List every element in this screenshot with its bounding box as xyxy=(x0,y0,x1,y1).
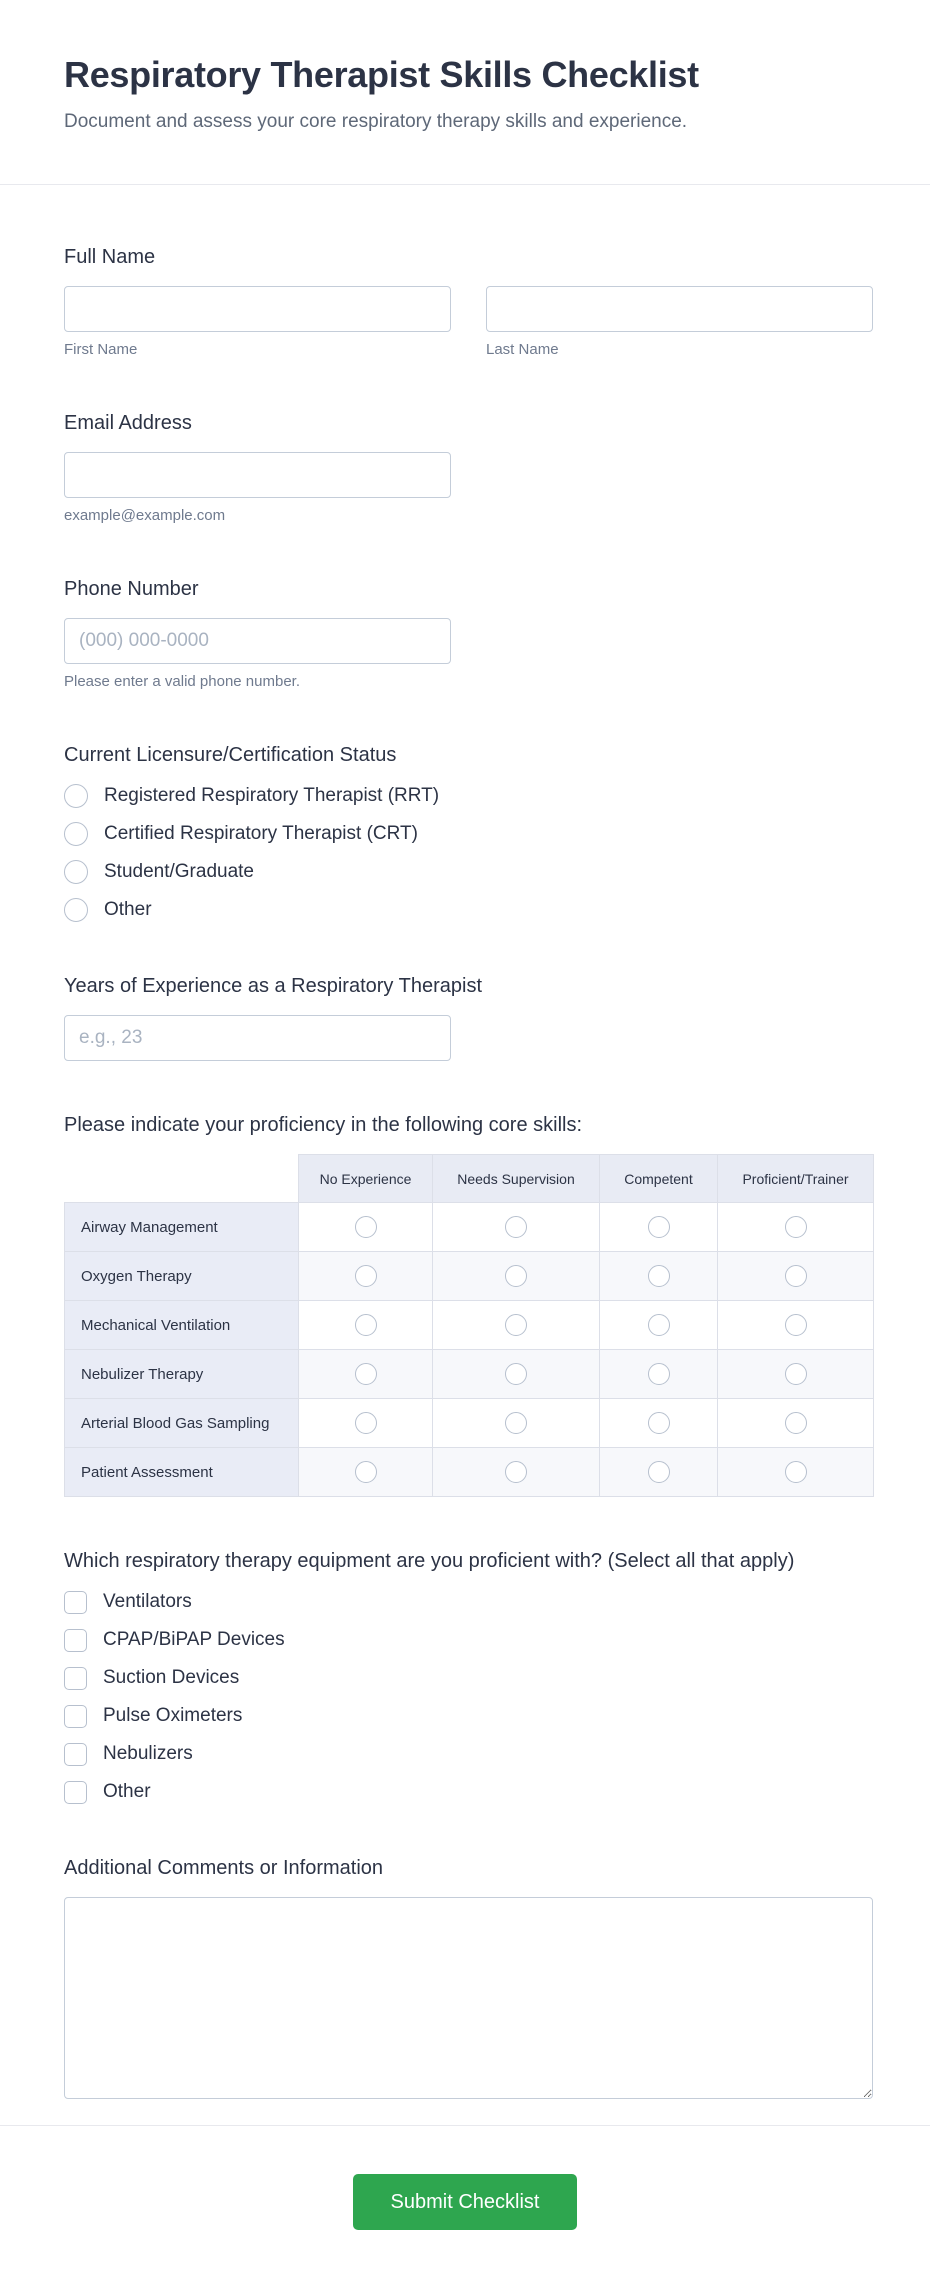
skills-matrix-table xyxy=(64,1154,874,1497)
first-name-col xyxy=(64,286,451,359)
equipment-option-cpap-bipap[interactable] xyxy=(64,1628,873,1652)
checkbox-icon[interactable] xyxy=(64,1705,87,1728)
field-comments xyxy=(64,1856,873,2104)
matrix-row-label: Patient Assessment xyxy=(65,1448,299,1497)
matrix-col-header-needs-supervision: Needs Supervision xyxy=(433,1155,600,1203)
field-licensure xyxy=(64,743,873,922)
matrix-radio[interactable] xyxy=(785,1461,807,1483)
matrix-col-header-no-experience: No Experience xyxy=(299,1155,433,1203)
field-email xyxy=(64,411,873,525)
field-equipment xyxy=(64,1549,873,1804)
checkbox-icon[interactable] xyxy=(64,1781,87,1804)
equipment-option-label: Other xyxy=(103,1781,151,1802)
equipment-option-other[interactable] xyxy=(64,1780,873,1804)
radio-icon[interactable] xyxy=(64,860,88,884)
last-name-col xyxy=(486,286,873,359)
matrix-radio[interactable] xyxy=(648,1363,670,1385)
matrix-radio[interactable] xyxy=(505,1314,527,1336)
matrix-radio[interactable] xyxy=(648,1314,670,1336)
matrix-radio[interactable] xyxy=(355,1216,377,1238)
email-label: Email Address xyxy=(64,412,192,434)
licensure-option-label: Certified Respiratory Therapist (CRT) xyxy=(104,823,418,844)
matrix-row-mechanical-ventilation xyxy=(65,1301,874,1350)
matrix-radio[interactable] xyxy=(505,1363,527,1385)
matrix-radio[interactable] xyxy=(785,1412,807,1434)
matrix-radio[interactable] xyxy=(785,1363,807,1385)
page-title: Respiratory Therapist Skills Checklist xyxy=(64,54,699,95)
matrix-radio[interactable] xyxy=(505,1216,527,1238)
matrix-row-oxygen-therapy xyxy=(65,1252,874,1301)
email-input[interactable] xyxy=(64,452,451,498)
checkbox-icon[interactable] xyxy=(64,1629,87,1652)
matrix-label: Please indicate your proficiency in the following core skills: xyxy=(64,1114,583,1136)
equipment-label: Which respiratory therapy equipment are you proficient with? (Select all that apply) xyxy=(64,1550,795,1572)
matrix-radio[interactable] xyxy=(785,1265,807,1287)
checkbox-icon[interactable] xyxy=(64,1743,87,1766)
equipment-option-label: Suction Devices xyxy=(103,1667,240,1688)
equipment-option-ventilators[interactable] xyxy=(64,1590,873,1614)
matrix-radio[interactable] xyxy=(355,1363,377,1385)
matrix-row-label: Airway Management xyxy=(65,1203,299,1252)
field-full-name xyxy=(64,245,873,359)
matrix-radio[interactable] xyxy=(785,1216,807,1238)
full-name-label: Full Name xyxy=(64,246,156,268)
checkbox-icon[interactable] xyxy=(64,1667,87,1690)
matrix-radio[interactable] xyxy=(355,1265,377,1287)
matrix-row-label: Oxygen Therapy xyxy=(65,1252,299,1301)
matrix-radio[interactable] xyxy=(355,1461,377,1483)
first-name-sublabel: First Name xyxy=(64,341,138,358)
equipment-option-label: Ventilators xyxy=(103,1591,192,1612)
checkbox-icon[interactable] xyxy=(64,1591,87,1614)
equipment-option-label: Pulse Oximeters xyxy=(103,1705,243,1726)
matrix-header-row xyxy=(65,1155,874,1203)
phone-input[interactable] xyxy=(64,618,451,664)
matrix-row-label: Nebulizer Therapy xyxy=(65,1350,299,1399)
matrix-row-label: Arterial Blood Gas Sampling xyxy=(65,1399,299,1448)
matrix-row-airway-management xyxy=(65,1203,874,1252)
equipment-option-nebulizers[interactable] xyxy=(64,1742,873,1766)
matrix-radio[interactable] xyxy=(355,1412,377,1434)
matrix-radio[interactable] xyxy=(355,1314,377,1336)
equipment-option-suction-devices[interactable] xyxy=(64,1666,873,1690)
form-header xyxy=(0,0,930,134)
licensure-option-label: Other xyxy=(104,899,152,920)
equipment-option-label: CPAP/BiPAP Devices xyxy=(103,1629,285,1650)
licensure-option-rrt[interactable] xyxy=(64,784,873,808)
matrix-row-label: Mechanical Ventilation xyxy=(65,1301,299,1350)
radio-icon[interactable] xyxy=(64,822,88,846)
experience-input[interactable] xyxy=(64,1015,451,1061)
phone-label: Phone Number xyxy=(64,578,199,600)
last-name-input[interactable] xyxy=(486,286,873,332)
matrix-radio[interactable] xyxy=(505,1265,527,1287)
experience-label: Years of Experience as a Respiratory Therapist xyxy=(64,975,482,997)
matrix-radio[interactable] xyxy=(648,1412,670,1434)
equipment-option-label: Nebulizers xyxy=(103,1743,193,1764)
matrix-col-header-proficient-trainer: Proficient/Trainer xyxy=(718,1155,874,1203)
matrix-radio[interactable] xyxy=(785,1314,807,1336)
field-skills-matrix xyxy=(64,1113,873,1497)
matrix-col-header-competent: Competent xyxy=(600,1155,718,1203)
matrix-row-patient-assessment xyxy=(65,1448,874,1497)
licensure-option-other[interactable] xyxy=(64,898,873,922)
form-body xyxy=(0,185,930,2104)
comments-label: Additional Comments or Information xyxy=(64,1857,384,1879)
matrix-radio[interactable] xyxy=(505,1412,527,1434)
matrix-radio[interactable] xyxy=(648,1461,670,1483)
submit-button[interactable]: Submit Checklist xyxy=(353,2174,578,2230)
licensure-option-crt[interactable] xyxy=(64,822,873,846)
full-name-inputs xyxy=(64,286,873,359)
phone-sublabel: Please enter a valid phone number. xyxy=(64,673,300,690)
page-subtitle: Document and assess your core respiratory therapy skills and experience. xyxy=(64,111,688,132)
matrix-row-arterial-blood-gas-sampling xyxy=(65,1399,874,1448)
comments-textarea[interactable] xyxy=(64,1897,873,2099)
equipment-option-pulse-oximeters[interactable] xyxy=(64,1704,873,1728)
licensure-option-label: Student/Graduate xyxy=(104,861,254,882)
licensure-option-label: Registered Respiratory Therapist (RRT) xyxy=(104,785,440,806)
matrix-row-nebulizer-therapy xyxy=(65,1350,874,1399)
licensure-option-student[interactable] xyxy=(64,860,873,884)
last-name-sublabel: Last Name xyxy=(486,341,559,358)
licensure-label: Current Licensure/Certification Status xyxy=(64,744,397,766)
radio-icon[interactable] xyxy=(64,898,88,922)
email-sublabel: example@example.com xyxy=(64,507,226,524)
submit-section xyxy=(0,2125,930,2280)
matrix-radio[interactable] xyxy=(505,1461,527,1483)
matrix-radio[interactable] xyxy=(648,1265,670,1287)
matrix-radio[interactable] xyxy=(648,1216,670,1238)
field-experience xyxy=(64,974,873,1061)
matrix-corner-cell xyxy=(65,1155,299,1203)
field-phone xyxy=(64,577,873,691)
radio-icon[interactable] xyxy=(64,784,88,808)
first-name-input[interactable] xyxy=(64,286,451,332)
